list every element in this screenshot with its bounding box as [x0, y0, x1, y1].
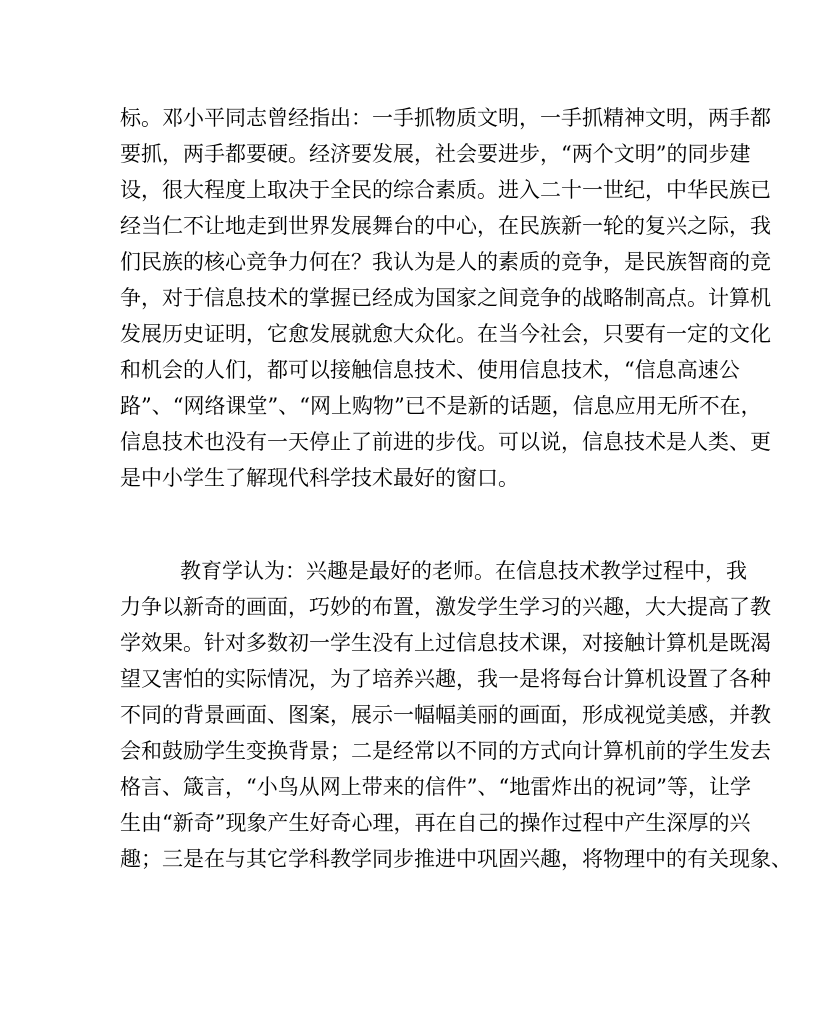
text-line: 力争以新奇的画面，巧妙的布置，激发学生学习的兴趣，大大提高了教	[120, 595, 771, 619]
text-line: 不同的背景画面、图案，展示一幅幅美丽的画面，形成视觉美感，并教	[120, 703, 771, 727]
text-line: 教育学认为：兴趣是最好的老师。在信息技术教学过程中，我	[180, 559, 747, 583]
text-line: 是中小学生了解现代科学技术最好的窗口。	[120, 466, 519, 490]
text-line: 生由“新奇”现象产生好奇心理，再在自己的操作过程中产生深厚的兴	[120, 811, 751, 835]
text-line: 信息技术也没有一天停止了前进的步伐。可以说，信息技术是人类、更	[120, 430, 771, 454]
paragraph-1	[120, 100, 771, 496]
text-line: 要抓，两手都要硬。经济要发展，社会要进步，“两个文明”的同步建	[120, 142, 751, 166]
text-line: 趣；三是在与其它学科教学同步推进中巩固兴趣，将物理中的有关现象、	[120, 847, 792, 871]
text-line: 路”、“网络课堂”、“网上购物”已不是新的话题，信息应用无所不在，	[120, 394, 762, 418]
text-line: 们民族的核心竞争力何在？我认为是人的素质的竞争，是民族智商的竞	[120, 250, 771, 274]
text-line: 经当仁不让地走到世界发展舞台的中心，在民族新一轮的复兴之际，我	[120, 214, 771, 238]
text-line: 望又害怕的实际情况，为了培养兴趣，我一是将每台计算机设置了各种	[120, 667, 771, 691]
text-line: 标。邓小平同志曾经指出：一手抓物质文明，一手抓精神文明，两手都	[120, 106, 771, 130]
paragraph-2	[120, 553, 792, 877]
text-line: 设，很大程度上取决于全民的综合素质。进入二十一世纪，中华民族已	[120, 178, 771, 202]
text-line: 格言、箴言，“小鸟从网上带来的信件”、“地雷炸出的祝词”等，让学	[120, 775, 751, 799]
text-line: 和机会的人们，都可以接触信息技术、使用信息技术，“信息高速公	[120, 358, 740, 382]
text-line: 学效果。针对多数初一学生没有上过信息技术课，对接触计算机是既渴	[120, 631, 771, 655]
text-line: 会和鼓励学生变换背景；二是经常以不同的方式向计算机前的学生发去	[120, 739, 771, 763]
text-line: 争，对于信息技术的掌握已经成为国家之间竞争的战略制高点。计算机	[120, 286, 771, 310]
text-line: 发展历史证明，它愈发展就愈大众化。在当今社会，只要有一定的文化	[120, 322, 771, 346]
